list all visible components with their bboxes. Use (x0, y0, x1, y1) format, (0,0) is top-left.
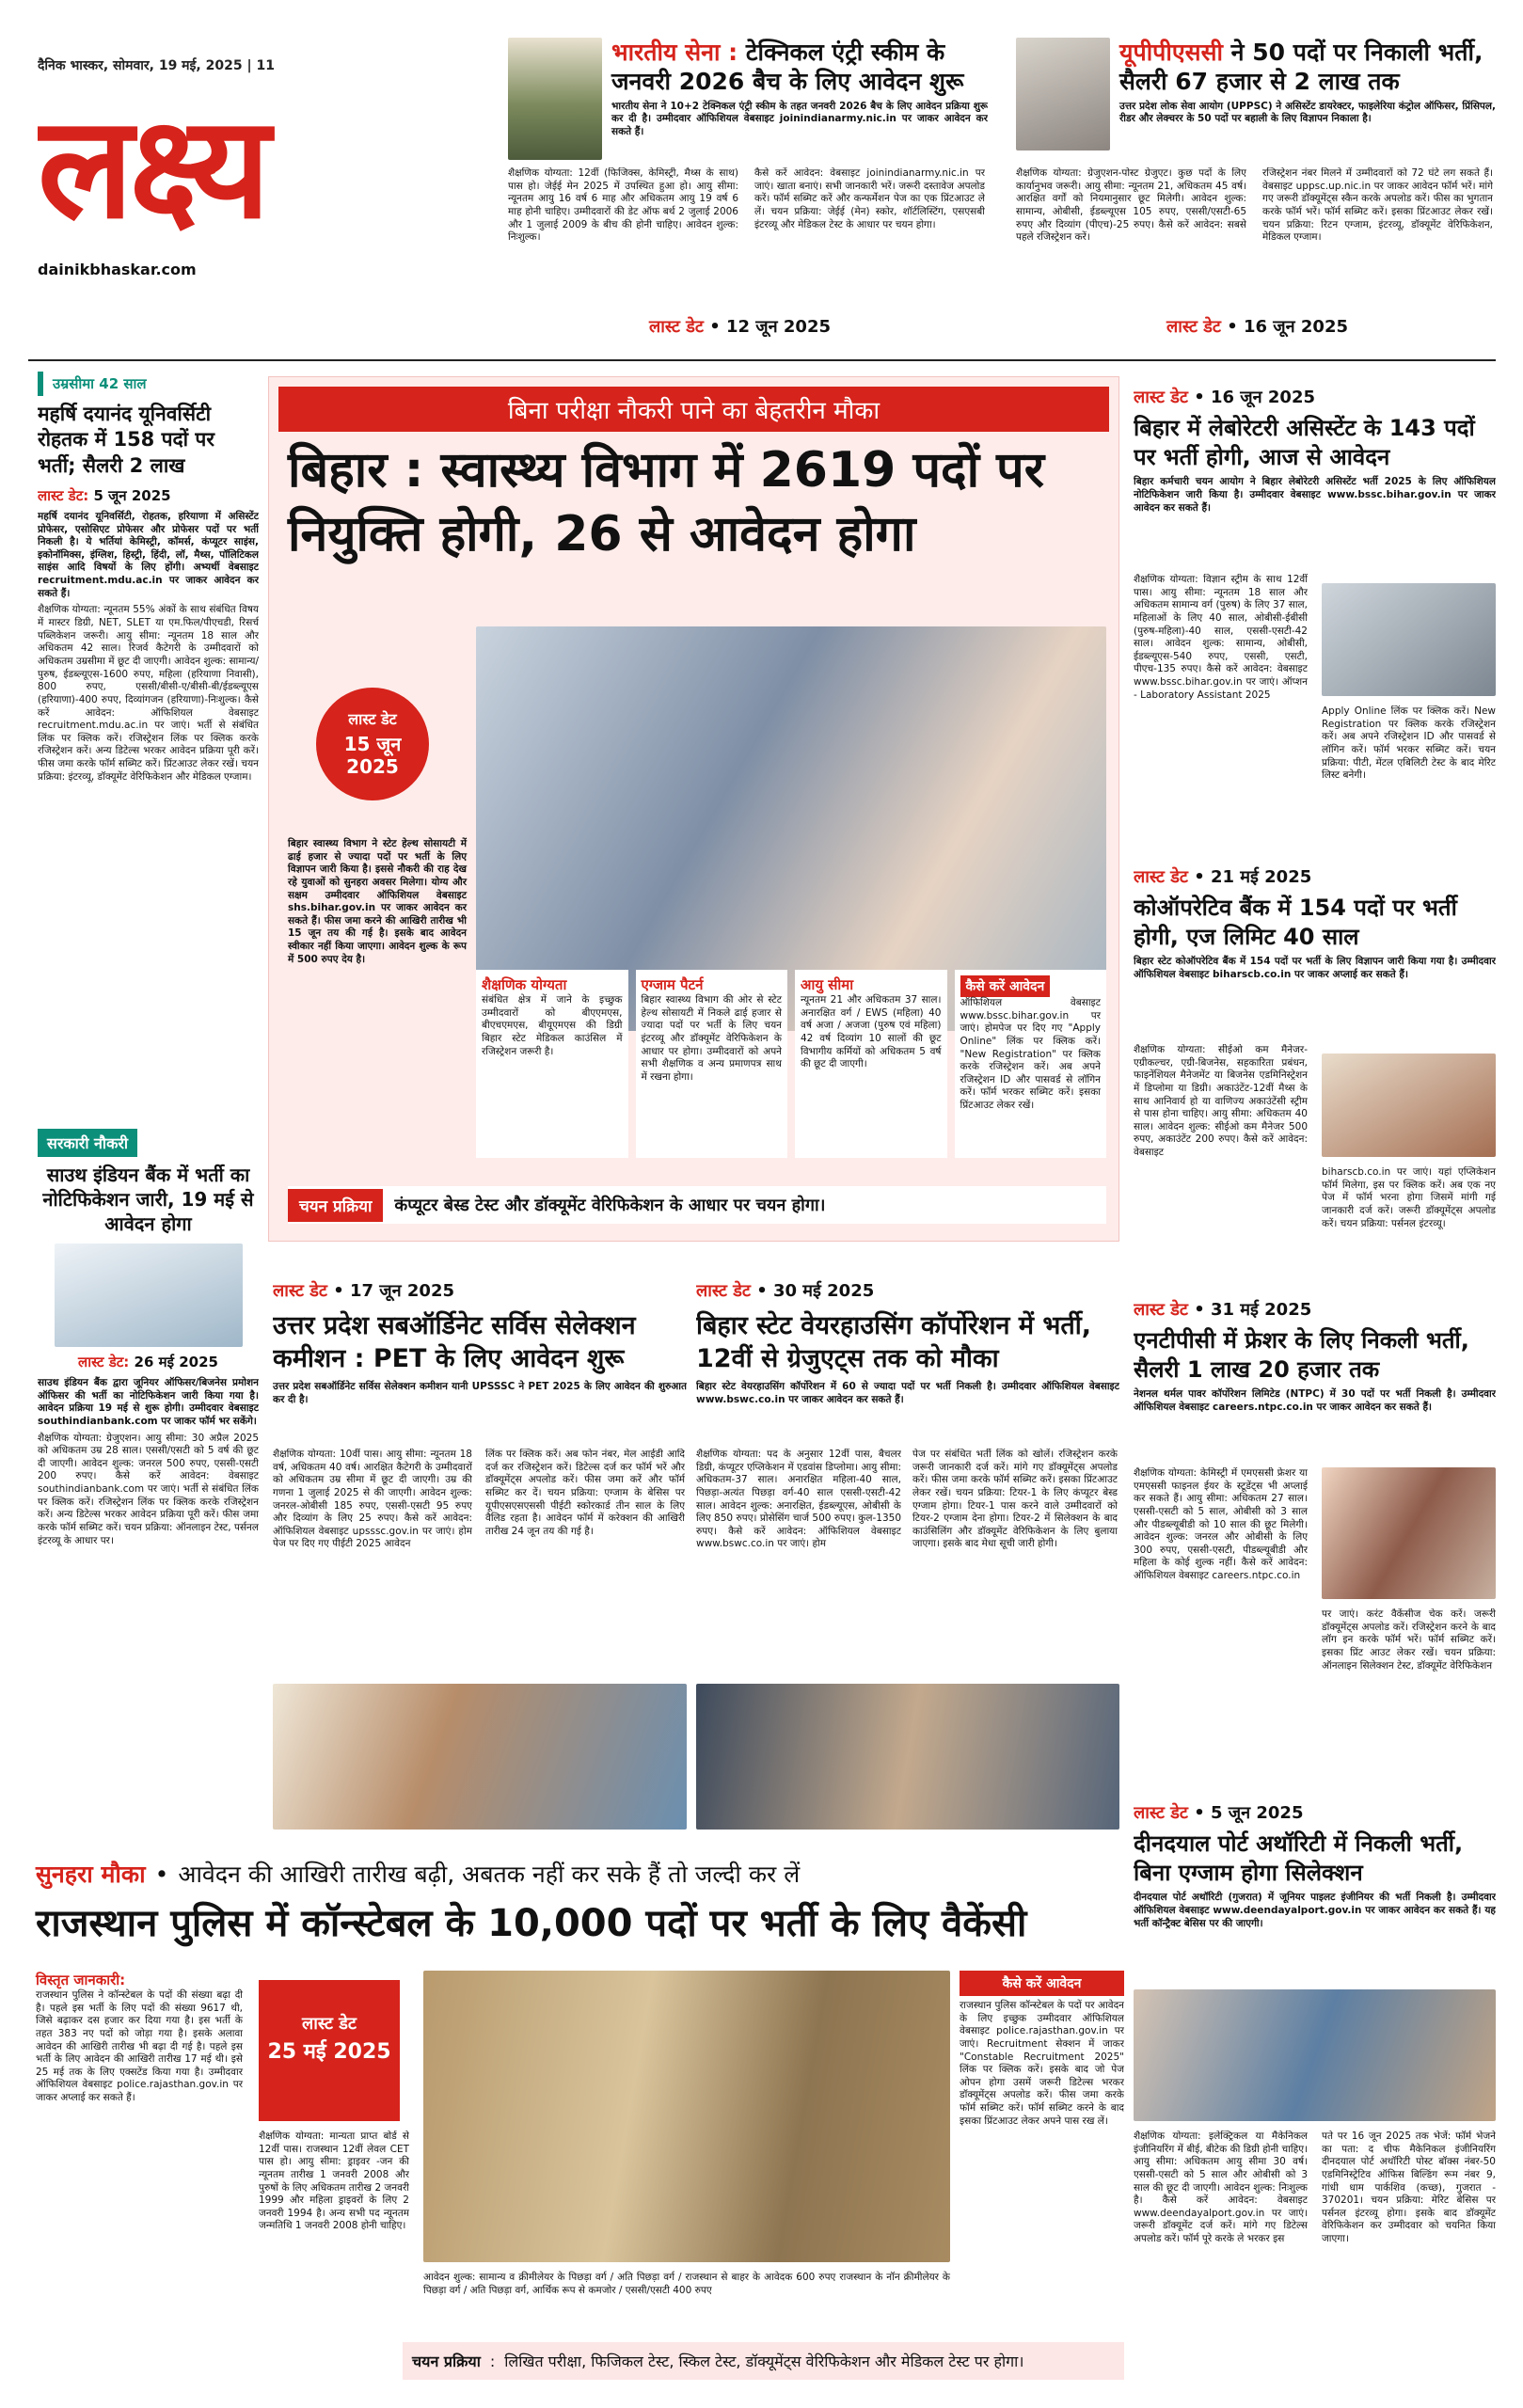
dpa-body: शैक्षणिक योग्यता: इलेक्ट्रिकल या मैकेनिकल इंजीनियरिंग में बीई, बीटेक की डिग्री होनी चाहिए। आयु सीमा: अधिकतम आयु सीमा 30 वर्ष। एससी-एसटी को 5 साल और ओबीसी को 3 साल की छूट दी जाएगी। आवेदन शुल्क: निःशुल्क है। कैसे करें आवेदन: वेबसाइट www.deendayalport.gov.in पर जाएं। जरूरी डॉक्यूमेंट दर्ज करें। मांगे गए डिटेल्स अपलोड करें। फॉर्म पूरे करके ले भरकर इस (1134, 2131, 1308, 2245)
army-col1: शैक्षणिक योग्यता: 12वीं (फिजिक्स, केमिस्ट्री, मैथ्स के साथ) पास हो। जेईई मेन 2025 में उपस्थित हुआ हो। आयु सीमा: न्यूनतम आयु 16 वर्ष 6 माह और अधिकतम आयु 19 वर्ष 6 माह होनी चाहिए। उम्मीदवारों की डेट ऑफ बर्थ 2 जुलाई 2006 और 1 जुलाई 2009 के बीच की होनी चाहिए। आवेदन शुल्क: निःशुल्क। (508, 167, 738, 244)
bihar-health-exam-heading: एग्जाम पैटर्न (641, 976, 704, 993)
bihar-health-age-heading: आयु सीमा (801, 976, 854, 993)
rajasthan-photo (423, 1971, 950, 2262)
bswc-col2: पेज पर संबंधित भर्ती लिंक को खोलें। रजिस्ट्रेशन करके जरूरी जानकारी दर्ज करें। मांगे गए डॉक्यूमेंट्स अपलोड करें। फीस जमा करके फॉर्म सब्मिट करें। इसका प्रिंटआउट लेकर रखें। चयन प्रक्रिया: टियर-1 के लिए कंप्यूटर बेस्ड एग्जाम होगा। टियर-1 पास करने वाले उम्मीदवारों को टियर-2 एग्जाम देना होगा। टियर-2 में सिलेक्शन के बाद काउंसिलिंग और डॉक्यूमेंट वेरिफिकेशन के लिए बुलाया जाएगा। इसके बाद मेधा सूची जारी होगी। (912, 1449, 1118, 1550)
uppsc-article (1016, 38, 1496, 348)
bihar-health-date: 15 जून 2025 (343, 733, 402, 778)
masthead (38, 56, 386, 357)
uppsc-deadline: लास्ट डेट • 16 जून 2025 (1166, 317, 1348, 337)
upsssc-date: 17 जून 2025 (349, 1281, 454, 1301)
bihar-lab-body: शैक्षणिक योग्यता: विज्ञान स्ट्रीम के साथ 12वीं पास। आयु सीमा: न्यूनतम 18 साल और अधिकतम सामान्य वर्ग (पुरुष) के लिए 37 साल, महिलाओं के लिए 40 साल, ओबीसी-ईबीसी (पुरुष-महिला)-40 साल, एससी-एसटी-42 साल। आवेदन शुल्क: सामान्य, ओबीसी, ईडब्ल्यूएस-540 रुपए, एससी, एसटी, पीएच-135 रुपए। कैसे करें आवेदन: वेबसाइट www.bssc.bihar.gov.in पर जाएं। ऑप्शन - Laboratory Assistant 2025 (1134, 574, 1308, 701)
bihar-lab-photo (1322, 583, 1496, 696)
coop-body2: biharscb.co.in पर जाएं। यहां एप्लिकेशन फॉर्म मिलेगा, इस पर क्लिक करें। अब एक नए पेज में फॉर्म भरना होगा जिसमें मांगी गई जानकारी दर्ज करें। जरूरी डॉक्यूमेंट्स अपलोड करें। चयन प्रक्रिया: पर्सनल इंटरव्यू। (1322, 1166, 1496, 1229)
ntpc-lead: नेशनल थर्मल पावर कॉर्पोरेशन लिमिटेड (NTPC) में 30 पदों पर भर्ती निकली है। उम्मीदवार ऑफिशियल वेबसाइट careers.ntpc.co.in पर जाकर आवेदन कर सकते हैं। (1134, 1388, 1496, 1414)
rajasthan-detail-text: राजस्थान पुलिस ने कॉन्स्टेबल के पदों की संख्या बढ़ा दी है। पहले इस भर्ती के लिए पदों की संख्या 9617 थी, जिसे बढ़ाकर दस हजार कर दिया गया है। इस भर्ती के तहत 383 नए पदों को जोड़ा गया है। इसके अलावा आवेदन की आखिरी तारीख भी बढ़ा दी गई है। पहले इस भर्ती के लिए आवेदन की आखिरी तारीख 17 मई थी। इसे 25 मई तक के लिए एक्सटेंड किया गया है। उम्मीदवार ऑफिशियल वेबसाइट police.rajasthan.gov.in पर जाकर अप्लाई कर सकते हैं। (36, 1989, 243, 2104)
rajasthan-kicker-line: सुनहरा मौका • आवेदन की आखिरी तारीख बढ़ी, अबतक नहीं कर सके हैं तो जल्दी कर लें (28, 1858, 1124, 1890)
coop-deadline: लास्ट डेट • 21 मई 2025 (1134, 867, 1312, 887)
bihar-lab-title: बिहार में लेबोरेटरी असिस्टेंट के 143 पदों पर भर्ती होगी, आज से आवेदन (1134, 415, 1475, 471)
bihar-health-sel-text: कंप्यूटर बेस्ड टेस्ट और डॉक्यूमेंट वेरिफिकेशन के आधार पर चयन होगा। (394, 1196, 826, 1215)
bihar-lab-body2: Apply Online लिंक पर क्लिक करें। New Registration पर क्लिक करके रजिस्ट्रेशन करें। अब अपने रजिस्ट्रेशन ID और पासवर्ड से लॉगिन करें। फॉर्म भरकर सब्मिट करें। चयन प्रक्रिया: पीटी, मेंटल एबिलिटी टेस्ट के बाद मेरिट लिस्ट बनेगी। (1322, 705, 1496, 782)
bihar-health-qual-text: संबंधित क्षेत्र में जाने के इच्छुक उम्मीदवारों को बीएएमएस, बीएचएमएस, बीयूएमएस की डिग्री बिहार स्टेट मेडिकल काउंसिल में रजिस्ट्रेशन जरूरी है। (482, 994, 623, 1057)
mdu-title: महर्षि दयानंद यूनिवर्सिटी रोहतक में 158 पदों पर भर्ती; सैलरी 2 लाख (38, 403, 214, 477)
sib-title: साउथ इंडियन बैंक में भर्ती का नोटिफिकेशन जारी, 19 मई से आवेदन होगा (42, 1164, 254, 1235)
rajasthan-apply (960, 1971, 1124, 2128)
bihar-health-lead: बिहार स्वास्थ्य विभाग ने स्टेट हेल्थ सोसायटी में ढाई हजार से ज्यादा पदों पर भर्ती के लिए विज्ञापन जारी किया है। इससे नौकरी की राह देख रहे युवाओं को सुनहरा अवसर मिलेगा। योग्य और सक्षम उम्मीदवार ऑफिशियल वेबसाइट shs.bihar.gov.in पर जाकर आवेदन कर सकते हैं। फीस जमा करने की आखिरी तारीख भी 15 जून तय की गई है। इसके बाद आवेदन स्वीकार नहीं किया जाएगा। आवेदन शुल्क के रूप में 500 रुपए देय है। (288, 838, 467, 965)
mdu-article (38, 372, 259, 1105)
dpa-article (1134, 1801, 1496, 2375)
bihar-health-title: बिहार : स्वास्थ्य विभाग में 2619 पदों पर नियुक्ति होगी, 26 से आवेदन होगा (288, 442, 1044, 562)
sib-article (38, 1129, 259, 1825)
ntpc-article (1134, 1298, 1496, 1787)
mdu-date-label: लास्ट डेट: (38, 486, 89, 504)
coop-date: 21 मई 2025 (1210, 867, 1312, 887)
sib-badge: सरकारी नौकरी (38, 1129, 137, 1157)
sib-date-label: लास्ट डेट: (78, 1354, 130, 1370)
upsssc-article (273, 1279, 687, 1844)
uppsc-intro: उत्तर प्रदेश लोक सेवा आयोग (UPPSC) ने असिस्टेंट डायरेक्टर, फाइलेरिया कंट्रोल ऑफिसर, प्रिंसिपल, रीडर और लेक्चरर के 50 पदों पर बहाली के लिए विज्ञापन निकाला है। (1119, 100, 1496, 125)
paper-dateline: दैनिक भास्कर, सोमवार, 19 मई, 2025 | 11 (38, 58, 275, 73)
bihar-lab-article (1134, 386, 1496, 856)
rajasthan-date: 25 मई 2025 (267, 2040, 391, 2064)
coop-article (1134, 865, 1496, 1279)
bswc-title: बिहार स्टेट वेयरहाउसिंग कॉर्पोरेशन में भर्ती, 12वीं से ग्रेजुएट्स तक को मौका (696, 1311, 1092, 1374)
bihar-health-apply-text: ऑफिशियल वेबसाइट www.bssc.bihar.gov.in पर जाएं। होमपेज पर दिए गए "Apply Online" लिंक पर क्लिक करें। "New Registration" पर क्लिक करके रजिस्ट्रेशन करें। अब अपने रजिस्ट्रेशन ID और पासवर्ड से लॉगिन करें। फॉर्म भरकर सब्मिट करें। इसका प्रिंटआउट लेकर रखें। (960, 997, 1101, 1112)
mdu-deadline (38, 486, 259, 505)
ntpc-deadline: लास्ट डेट • 31 मई 2025 (1134, 1300, 1312, 1320)
rajasthan-kicker: सुनहरा मौका (36, 1861, 146, 1888)
upsssc-title: उत्तर प्रदेश सबऑर्डिनेट सर्विस सेलेक्शन कमीशन : PET के लिए आवेदन शुरू (273, 1311, 636, 1374)
bihar-health-qual (476, 970, 628, 1158)
coop-date-label: लास्ट डेट (1134, 867, 1188, 887)
coop-title: कोऑपरेटिव बैंक में 154 पदों पर भर्ती होगी, एज लिमिट 40 साल (1134, 895, 1457, 951)
uppsc-date-label: लास्ट डेट (1166, 317, 1221, 337)
logo: लक्ष्य (38, 87, 267, 250)
uppsc-date: 16 जून 2025 (1243, 317, 1348, 337)
rajasthan-article (28, 1858, 1124, 2389)
sib-date: 26 मई 2025 (134, 1354, 218, 1370)
uppsc-col1: शैक्षणिक योग्यता: ग्रेजुएशन-पोस्ट ग्रेजुएट। कुछ पदों के लिए कार्यानुभव जरूरी। आयु सीमा: न्यूनतम 21, अधिकतम 45 वर्ष। आरक्षित वर्गों को नियमानुसार छूट मिलेगी। आवेदन शुल्क: सामान्य, ओबीसी, ईडब्ल्यूएस 105 रुपए, एससी/एसटी-65 रुपए और दिव्यांग (पीएच)-25 रुपए। कैसे करें आवेदन: सबसे पहले रजिस्ट्रेशन करें। (1016, 167, 1246, 244)
dpa-lead: दीनदयाल पोर्ट अथॉरिटी (गुजरात) में जूनियर पाइलट इंजीनियर की भर्ती निकली है। उम्मीदवार ऑफिशियल वेबसाइट www.deendayalport.gov.in पर जाकर आवेदन कर सकते हैं। यह भर्ती कॉन्ट्रैक्ट बेसिस पर की जाएगी। (1134, 1892, 1496, 1929)
mdu-age-badge: उम्रसीमा 42 साल (38, 372, 156, 396)
divider (28, 359, 1496, 361)
upsssc-col1: शैक्षणिक योग्यता: 10वीं पास। आयु सीमा: न्यूनतम 18 वर्ष, अधिकतम 40 वर्ष। आरक्षित कैटेगरी के उम्मीदवारों को अधिकतम उम्र सीमा में छूट दी जाएगी। उम्र की गणना 1 जुलाई 2025 से की जाएगी। आवेदन शुल्क: जनरल-ओबीसी 185 रुपए, एससी-एसटी 95 रुपए और दिव्यांग के लिए 25 रुपए। कैसे करें आवेदन: ऑफिशियल वेबसाइट upsssc.gov.in पर जाएं। होम पेज पर दिए गए पीईटी 2025 आवेदन (273, 1449, 472, 1550)
bihar-health-article (268, 376, 1119, 1242)
ntpc-body: शैक्षणिक योग्यता: केमिस्ट्री में एमएससी फ्रेशर या एमएससी फाइनल ईयर के स्टूडेंट्स भी अप्लाई कर सकते हैं। आयु सीमा: अधिकतम 27 साल। एससी-एसटी को 5 साल, ओबीसी को 3 साल और पीडब्ल्यूबीडी को 10 साल की छूट मिलेगी। आवेदन शुल्क: जनरल और ओबीसी के लिए 300 रुपए, एससी-एसटी, पीडब्ल्यूबीडी और महिला के कोई शुल्क नहीं। कैसे करें आवेदन: ऑफिशियल वेबसाइट careers.ntpc.co.in (1134, 1467, 1308, 1582)
sib-lead: साउथ इंडियन बैंक द्वारा जूनियर ऑफिसर/बिजनेस प्रमोशन ऑफिसर की भर्ती का नोटिफिकेशन जारी किया गया है। आवेदन प्रक्रिया 19 मई से शुरू होगी। उम्मीदवार वेबसाइट southindianbank.com पर जाकर फॉर्म भर सकेंगे। (38, 1377, 259, 1427)
uppsc-title: ने 50 पदों पर निकाली भर्ती, सैलरी 67 हजार से 2 लाख तक (1119, 39, 1483, 96)
ntpc-body2: पर जाएं। करंट वैकेंसीज चेक करें। जरूरी डॉक्यूमेंट्स अपलोड करें। रजिस्ट्रेशन करने के बाद लॉग इन करके फॉर्म भरें। फॉर्म सब्मिट करें। इसका प्रिंट आउट लेकर रखें। चयन प्रक्रिया: ऑनलाइन सिलेक्शन टेस्ट, डॉक्यूमेंट वेरिफिकेशन (1322, 1608, 1496, 1671)
army-col2: कैसे करें आवेदन: वेबसाइट joinindianarmy.nic.in पर जाएं। खाता बनाएं। सभी जानकारी भरें। जरूरी दस्तावेज अपलोड करें। फॉर्म सब्मिट करें और कन्फर्मेशन पेज का एक प्रिंटआउट ले लें। चयन प्रक्रिया: जेईई (मेन) स्कोर, शॉर्टलिस्टिंग, एसएसबी इंटरव्यू और मेडिकल टेस्ट के आधार पर चयन होगा। (754, 167, 985, 230)
army-date-label: लास्ट डेट (649, 317, 704, 337)
bihar-health-qual-heading: शैक्षणिक योग्यता (482, 976, 567, 993)
bswc-lead: बिहार स्टेट वेयरहाउसिंग कॉर्पोरेशन में 60 से ज्यादा पदों पर भर्ती निकली है। उम्मीदवार ऑफिशियल वेबसाइट www.bswc.co.in पर जाकर आवेदन कर सकते हैं। (696, 1381, 1119, 1405)
bihar-health-apply-heading: कैसे करें आवेदन (960, 975, 1051, 997)
army-kicker: भारतीय सेना : (611, 39, 738, 66)
uppsc-col2: रजिस्ट्रेशन नंबर मिलने में उम्मीदवारों को 72 घंटे लग सकते हैं। वेबसाइट uppsc.up.nic.in पर जाकर आवेदन फॉर्म भरें। मांगे गए जरूरी डॉक्यूमेंट्स स्कैन करके अपलोड करें। फीस का भुगतान करके फॉर्म भरें। फॉर्म सब्मिट करें। इसका प्रिंटआउट लेकर रखें। चयन प्रक्रिया: रिटन एग्जाम, इंटरव्यू, डॉक्यूमेंट वेरिफिकेशन, मेडिकल एग्जाम। (1262, 167, 1493, 244)
dpa-date: 5 जून 2025 (1210, 1803, 1304, 1823)
upsssc-deadline: लास्ट डेट • 17 जून 2025 (273, 1281, 454, 1301)
dpa-deadline: लास्ट डेट • 5 जून 2025 (1134, 1803, 1304, 1823)
rajasthan-selection: चयन प्रक्रिया : लिखित परीक्षा, फिजिकल टेस्ट, स्किल टेस्ट, डॉक्यूमेंट्स वेरिफिकेशन और मेडिकल टेस्ट पर होगा। (403, 2342, 1124, 2380)
rajasthan-sub: आवेदन की आखिरी तारीख बढ़ी, अबतक नहीं कर सके हैं तो जल्दी कर लें (178, 1861, 801, 1888)
bihar-health-band: बिना परीक्षा नौकरी पाने का बेहतरीन मौका (278, 387, 1109, 432)
upsssc-photo (273, 1684, 687, 1830)
bihar-health-apply (955, 970, 1107, 1158)
bswc-article (696, 1279, 1119, 1844)
bihar-health-selection (288, 1186, 1106, 1224)
rajasthan-title: राजस्थान पुलिस में कॉन्स्टेबल के 10,000 पदों पर भर्ती के लिए वैकेंसी (36, 1902, 1027, 1945)
rajasthan-date-label: लास्ट डेट (302, 2014, 357, 2034)
rajasthan-deadline-badge (259, 1980, 400, 2121)
mdu-lead: महर्षि दयानंद यूनिवर्सिटी, रोहतक, हरियाणा में असिस्टेंट प्रोफेसर, एसोसिएट प्रोफेसर और प्रोफेसर पदों पर भर्ती निकली है। ये भर्तियां केमिस्ट्री, कॉमर्स, कंप्यूटर साइंस, इकोनॉमिक्स, इंग्लिश, हिस्ट्री, हिंदी, लॉ, मैथ्स, पॉलिटिकल साइंस आदि विषयों के लिए होंगी। अभ्यर्थी वेबसाइट recruitment.mdu.ac.in पर जाकर आवेदन कर सकते हैं। (38, 510, 259, 599)
upsssc-col2: लिंक पर क्लिक करें। अब फोन नंबर, मेल आईडी आदि दर्ज कर रजिस्ट्रेशन करें। डिटेल्स दर्ज कर फॉर्म भरें और डॉक्यूमेंट्स अपलोड करें। फीस जमा करें और फॉर्म सब्मिट कर दें। चयन प्रक्रिया: एग्जाम के बेसिस पर यूपीएसएसएससी पीईटी स्कोरकार्ड तीन साल के लिए वैलिड रहता है। आवेदन फॉर्म में करेक्शन की आखिरी तारीख 24 जून तय की गई है। (485, 1449, 685, 1537)
rajasthan-apply-text: राजस्थान पुलिस कॉन्स्टेबल के पदों पर आवेदन के लिए इच्छुक उम्मीदवार ऑफिशियल वेबसाइट police.rajasthan.gov.in पर जाएं। Recruitment सेक्शन में जाकर "Constable Recruitment 2025" लिंक पर क्लिक करें। इसके बाद जो पेज ओपन होगा उसमें जरूरी डिटेल्स भरकर डॉक्यूमेंट्स अपलोड करें। फीस जमा करके फॉर्म सब्मिट करें। फॉर्म सब्मिट करने के बाद इसका प्रिंटआउट लेकर अपने पास रख लें। (960, 2000, 1124, 2127)
uppsc-kicker: यूपीपीएससी (1119, 39, 1223, 66)
ntpc-photo (1322, 1467, 1496, 1599)
rajasthan-fee: आवेदन शुल्क: सामान्य व क्रीमीलेयर के पिछड़ा वर्ग / अति पिछड़ा वर्ग / राजस्थान से बाहर के आवेदक 600 रुपए राजस्थान के नॉन क्रीमीलेयर के पिछड़ा वर्ग / अति पिछड़ा वर्ग, आर्थिक रूप से कमजोर / एससी/एसटी 400 रुपए (423, 2272, 950, 2296)
dpa-date-label: लास्ट डेट (1134, 1803, 1188, 1823)
upsssc-date-label: लास्ट डेट (273, 1281, 327, 1301)
bihar-health-info-grid (476, 970, 1106, 1158)
coop-photo (1322, 1054, 1496, 1157)
sib-photo (55, 1244, 243, 1347)
army-photo (508, 38, 602, 160)
upsssc-lead: उत्तर प्रदेश सबऑर्डिनेट सर्विस सेलेक्शन कमीशन यानी UPSSSC ने PET 2025 के लिए आवेदन की शुरुआत कर दी है। (273, 1381, 687, 1405)
bswc-date-label: लास्ट डेट (696, 1281, 751, 1301)
army-intro: भारतीय सेना ने 10+2 टेक्निकल एंट्री स्कीम के तहत जनवरी 2026 बैच के लिए आवेदन प्रक्रिया शुरू कर दी है। उम्मीदवार ऑफिशियल वेबसाइट joinindianarmy.nic.in पर जाकर आवेदन कर सकते हैं। (611, 100, 988, 137)
bswc-col1: शैक्षणिक योग्यता: पद के अनुसार 12वीं पास, बैचलर डिग्री, कंप्यूटर एप्लिकेशन में एडवांस डिप्लोमा। आयु सीमा: अधिकतम-37 साल। अनारक्षित महिला-40 साल, पिछड़ा-अत्यंत पिछड़ा वर्ग-40 साल एससी-एसटी-42 साल। आवेदन शुल्क: अनारक्षित, ईडब्ल्यूएस, ओबीसी के लिए 850 रुपए। प्रोसेसिंग चार्ज 500 रुपए। कुल-1350 रुपए। कैसे करें आवेदन: ऑफिशियल वेबसाइट www.bswc.co.in पर जाएं। होम (696, 1449, 901, 1550)
rajasthan-sel-text: लिखित परीक्षा, फिजिकल टेस्ट, स्किल टेस्ट, डॉक्यूमेंट्स वेरिफिकेशन और मेडिकल टेस्ट पर होगा। (504, 2353, 1024, 2370)
bswc-photo (696, 1684, 1119, 1830)
dpa-body2: पते पर 16 जून 2025 तक भेजें: फॉर्म भेजने का पता: द चीफ मैकेनिकल इंजीनियरिंग दीनदयाल पोर्ट अथॉरिटी पोस्ट बॉक्स नंबर-50 एडमिनिस्ट्रेटिव ऑफिस बिल्डिंग रूम नंबर 9, गांधी धाम पार्कशिव (कच्छ), गुजरात - 370201। चयन प्रक्रिया: मेरिट बेसिस पर पर्सनल इंटरव्यू होगा। इसके बाद डॉक्यूमेंट वेरिफिकेशन कर उम्मीदवार को चयनित किया जाएगा। (1322, 2131, 1496, 2245)
coop-body: शैक्षणिक योग्यता: सीईओ कम मैनेजर-एग्रीकल्चर, एग्री-बिजनेस, सहकारिता प्रबंधन, फाइनेंशियल मैनेजमेंट या बिजनेस एडमिनिस्ट्रेशन में डिप्लोमा या डिग्री। अकाउंटेंट-12वीं मैथ्स के साथ आनिवार्य हो या वाणिज्य अकाउंटेंसी स्ट्रीम से पास होना चाहिए। आयु सीमा: अधिकतम 40 साल। आवेदन शुल्क: सीईओ कम मैनेजर 500 रुपए, अकाउंटेंट 200 रुपए। कैसे करें आवेदन: वेबसाइट (1134, 1044, 1308, 1159)
rajasthan-detail-heading: विस्तृत जानकारी: (36, 1972, 126, 1988)
mdu-body: शैक्षणिक योग्यता: न्यूनतम 55% अंकों के साथ संबंधित विषय में मास्टर डिग्री, NET, SLET या एम.फिल/पीएचडी, रिसर्च पब्लिकेशन जरूरी। आयु सीमा: न्यूनतम 18 साल और अधिकतम 42 साल। रिजर्व कैटेगरी के उम्मीदवारों को अधिकतम उम्रसीमा में छूट दी जाएगी। आवेदन शुल्क: सामान्य/पुरुष, ईडब्ल्यूएस-1600 रुपए, महिला (हरियाणा निवासी), 800 रुपए, एससी/बीसी-ए/बीसी-बी/ईडब्ल्यूएस (हरियाणा)-400 रुपए, दिव्यांगजन (हरियाणा)-निःशुल्क। कैसे करें आवेदन: ऑफिशियल वेबसाइट recruitment.mdu.ac.in पर जाएं। भर्ती से संबंधित लिंक पर क्लिक करें। रजिस्ट्रेशन लिंक पर क्लिक करके रजिस्ट्रेशन करें। अन्य डिटेल्स भरकर आवेदन प्रक्रिया पूरी करें। फीस जमा करके फॉर्म सब्मिट करें। प्रिंटआउट लेकर रखें। चयन प्रक्रिया: इंटरव्यू, डॉक्यूमेंट वेरिफिकेशन और मेडिकल एग्जाम। (38, 604, 259, 783)
ntpc-title: एनटीपीसी में फ्रेशर के लिए निकली भर्ती, सैलरी 1 लाख 20 हजार तक (1134, 1327, 1469, 1384)
bihar-health-exam (636, 970, 788, 1158)
bihar-health-sel-heading: चयन प्रक्रिया (288, 1189, 383, 1222)
rajasthan-apply-heading: कैसे करें आवेदन (960, 1971, 1124, 1996)
bihar-health-deadline-badge (316, 688, 429, 800)
coop-lead: बिहार स्टेट कोऑपरेटिव बैंक में 154 पदों पर भर्ती के लिए विज्ञापन जारी किया गया है। उम्मीदवार ऑफिशियल वेबसाइट biharscb.co.in पर जाकर अप्लाई कर सकते हैं। (1134, 956, 1496, 981)
bihar-lab-lead: बिहार कर्मचारी चयन आयोग ने बिहार लेबोरेटरी असिस्टेंट भर्ती 2025 के लिए ऑफिशियल नोटिफिकेशन जारी किया है। उम्मीदवार वेबसाइट www.bssc.bihar.gov.in पर जाकर आवेदन कर सकते हैं। (1134, 476, 1496, 514)
rajasthan-sel-heading: चयन प्रक्रिया (412, 2353, 481, 2370)
bihar-health-date-label: लास्ट डेट (348, 710, 397, 728)
rajasthan-details (36, 1971, 243, 2105)
bihar-lab-deadline: लास्ट डेट • 16 जून 2025 (1134, 388, 1315, 407)
army-article (508, 38, 988, 348)
mdu-date: 5 जून 2025 (93, 486, 171, 504)
bihar-lab-date: 16 जून 2025 (1210, 388, 1315, 407)
bihar-health-age-text: न्यूनतम 21 और अधिकतम 37 साल। अनारक्षित वर्ग / EWS (महिला) 40 वर्ष अजा / अजजा (पुरुष एवं महिला) 42 वर्ष दिव्यांग 10 सालों की छूट विभागीय कर्मियों को अधिकतम 5 वर्ष की छूट दी जाएगी। (801, 994, 942, 1070)
army-deadline: लास्ट डेट • 12 जून 2025 (649, 317, 831, 337)
ntpc-date: 31 मई 2025 (1210, 1300, 1312, 1320)
bihar-health-age (795, 970, 947, 1158)
rajasthan-qual: शैक्षणिक योग्यता: मान्यता प्राप्त बोर्ड से 12वीं पास। राजस्थान 12वीं लेवल CET पास हो। आयु सीमा: ड्राइवर -जन की न्यूनतम तारीख 1 जनवरी 2008 और पुरुषों के लिए अधिकतम तारीख 2 जनवरी 1999 और महिला ड्राइवरों के लिए 2 जनवरी 1994 है। अन्य सभी पद न्यूनतम जन्मतिथि 1 जनवरी 2008 होनी चाहिए। (259, 2131, 409, 2232)
ntpc-date-label: लास्ट डेट (1134, 1300, 1188, 1320)
dpa-title: दीनदयाल पोर्ट अथॉरिटी में निकली भर्ती, बिना एग्जाम होगा सिलेक्शन (1134, 1830, 1464, 1887)
bswc-date: 30 मई 2025 (772, 1281, 875, 1301)
bswc-deadline: लास्ट डेट • 30 मई 2025 (696, 1281, 875, 1301)
uppsc-photo (1016, 38, 1110, 150)
sib-deadline (38, 1353, 259, 1371)
bihar-health-exam-text: बिहार स्वास्थ्य विभाग की ओर से स्टेट हेल्थ सोसायटी में निकले ढाई हजार से ज्यादा पदों पर भर्ती के लिए चयन इंटरव्यू और डॉक्यूमेंट वेरिफिकेशन के आधार पर होगा। उम्मीदवारों को अपने सभी शैक्षणिक व अन्य प्रमाणपत्र साथ में रखना होगा। (641, 994, 782, 1083)
army-title: टेक्निकल एंट्री स्कीम के जनवरी 2026 बैच के लिए आवेदन शुरू (611, 39, 964, 96)
bihar-lab-date-label: लास्ट डेट (1134, 388, 1188, 407)
dpa-photo (1134, 1989, 1496, 2121)
site-url[interactable]: dainikbhaskar.com (38, 261, 197, 278)
army-date: 12 जून 2025 (725, 317, 831, 337)
sib-body: शैक्षणिक योग्यता: ग्रेजुएशन। आयु सीमा: 30 अप्रैल 2025 को अधिकतम उम्र 28 साल। एससी/एसटी को 5 वर्ष की छूट दी जाएगी। आवेदन शुल्क: जनरल 500 रुपए, एससी-एसटी 200 रुपए। कैसे करें आवेदन: वेबसाइट southindianbank.com पर जाएं। भर्ती से संबंधित लिंक पर क्लिक करें। रजिस्ट्रेशन लिंक पर क्लिक करके रजिस्ट्रेशन करें। अन्य डिटेल्स भरकर आवेदन प्रक्रिया पूरी करें। फीस जमा करके फॉर्म सब्मिट करें। चयन प्रक्रिया: ऑनलाइन टेस्ट, पर्सनल इंटरव्यू के आधार पर। (38, 1432, 259, 1546)
